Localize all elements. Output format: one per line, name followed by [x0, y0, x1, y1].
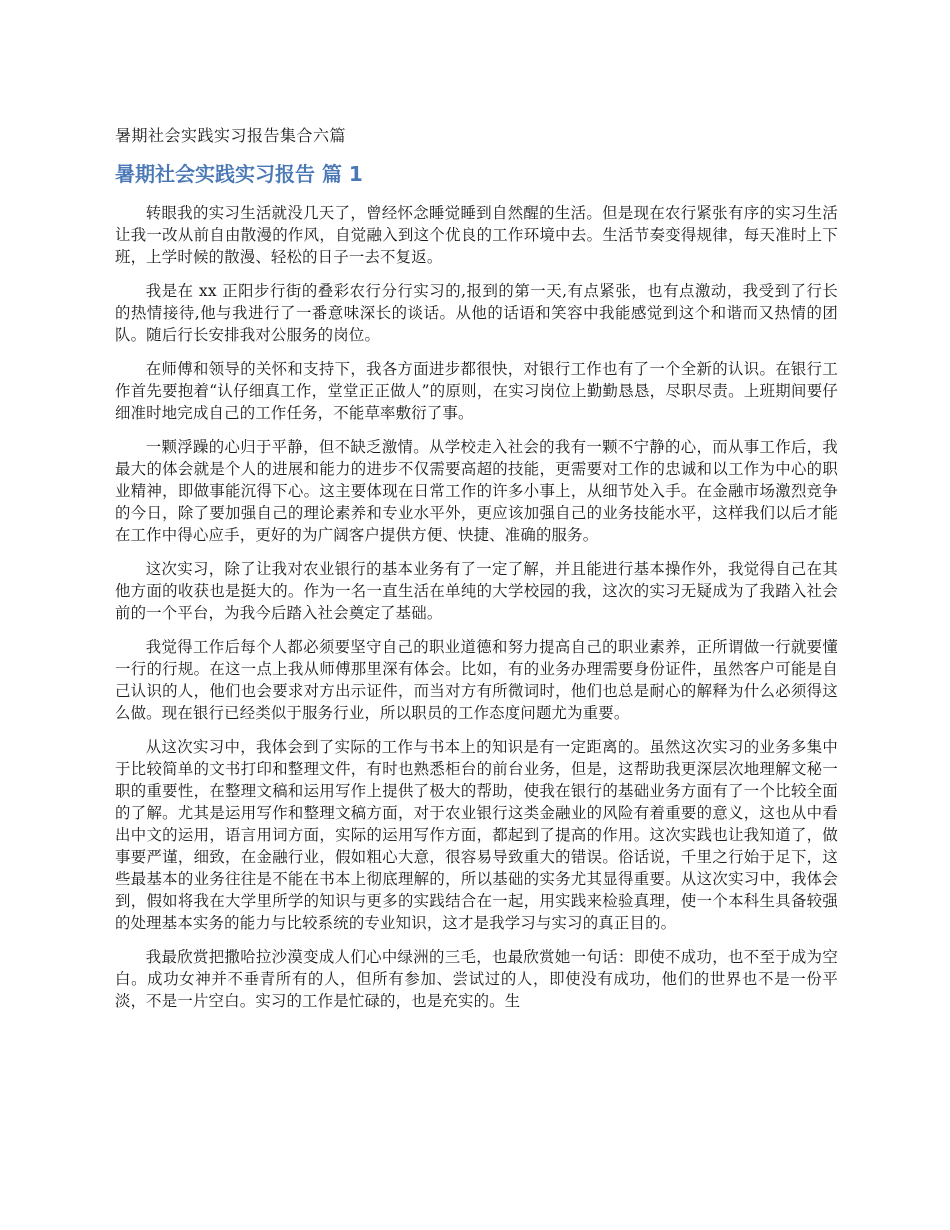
section-heading: 暑期社会实践实习报告 篇 1	[115, 162, 363, 186]
paragraph: 在师傅和领导的关怀和支持下，我各方面进步都很快，对银行工作也有了一个全新的认识。在银行工作首先要抱着“认仔细真工作，堂堂正正做人”的原则，在实习岗位上勤勤恳恳，尽职尽责。上班期间要仔细准时地完成自己的工作任务，不能草率敷衍了事。	[115, 360, 838, 422]
paragraph: 一颗浮躁的心归于平静，但不缺乏激情。从学校走入社会的我有一颗不宁静的心，而从事工作后，我最大的体会就是个人的进展和能力的进步不仅需要高超的技能，更需要对工作的忠诚和以工作为中心的职业精神，即做事能沉得下心。这主要体现在日常工作的许多小事上，从细节处入手。在金融市场激烈竞争的今日，除了要加强自己的理论素养和专业水平外，更应该加强自己的业务技能水平，这样我们以后才能在工作中得心应手，更好的为广阔客户提供方便、快捷、准确的服务。	[115, 438, 838, 544]
paragraph: 这次实习，除了让我对农业银行的基本业务有了一定了解，并且能进行基本操作外，我觉得自己在其他方面的收获也是挺大的。作为一名一直生活在单纯的大学校园的我，这次的实习无疑成为了我踏入社会前的一个平台，为我今后踏入社会奠定了基础。	[115, 560, 838, 622]
paragraph: 转眼我的实习生活就没几天了，曾经怀念睡觉睡到自然醒的生活。但是现在农行紧张有序的实习生活让我一改从前自由散漫的作风，自觉融入到这个优良的工作环境中去。生活节奏变得规律，每天准时上下班，上学时候的散漫、轻松的日子一去不复返。	[115, 204, 838, 266]
paragraph: 我最欣赏把撒哈拉沙漠变成人们心中绿洲的三毛，也最欣赏她一句话：即使不成功，也不至于成为空白。成功女神并不垂青所有的人，但所有参加、尝试过的人，即使没有成功，他们的世界也不是一份平淡，不是一片空白。实习的工作是忙碌的，也是充实的。生	[115, 948, 838, 1010]
paragraph: 从这次实习中，我体会到了实际的工作与书本上的知识是有一定距离的。虽然这次实习的业务多集中于比较简单的文书打印和整理文件，有时也熟悉柜台的前台业务，但是，这帮助我更深层次地理解文秘一职的重要性，在整理文稿和运用写作上提供了极大的帮助，使我在银行的基础业务方面有了一个比较全面的了解。尤其是运用写作和整理文稿方面，对于农业银行这类金融业的风险有着重要的意义，这也从中看出中文的运用，语言用词方面，实际的运用写作方面，都起到了提高的作用。这次实践也让我知道了，做事要严谨，细致，在金融行业，假如粗心大意，很容易导致重大的错误。俗话说，千里之行始于足下，这些最基本的业务往往是不能在书本上彻底理解的，所以基础的实务尤其显得重要。从这次实习中，我体会到，假如将我在大学里所学的知识与更多的实践结合在一起，用实践来检验真理，使一个本科生具备较强的处理基本实务的能力与比较系统的专业知识，这才是我学习与实习的真正目的。	[115, 738, 838, 932]
paragraph: 我是在 xx 正阳步行街的叠彩农行分行实习的,报到的第一天,有点紧张，也有点激动，我受到了行长的热情接待,他与我进行了一番意味深长的谈话。从他的话语和笑容中我能感觉到这个和谐而又热情的团队。随后行长安排我对公服务的岗位。	[115, 282, 838, 344]
document-page	[115, 124, 838, 1024]
document-title: 暑期社会实践实习报告集合六篇	[115, 126, 347, 145]
paragraph: 我觉得工作后每个人都必须要坚守自己的职业道德和努力提高自己的职业素养，正所谓做一行就要懂一行的行规。在这一点上我从师傅那里深有体会。比如，有的业务办理需要身份证件，虽然客户可能是自己认识的人，他们也会要求对方出示证件，而当对方有所微词时，他们也总是耐心的解释为什么必须得这么做。现在银行已经类似于服务行业，所以职员的工作态度问题尤为重要。	[115, 638, 838, 722]
